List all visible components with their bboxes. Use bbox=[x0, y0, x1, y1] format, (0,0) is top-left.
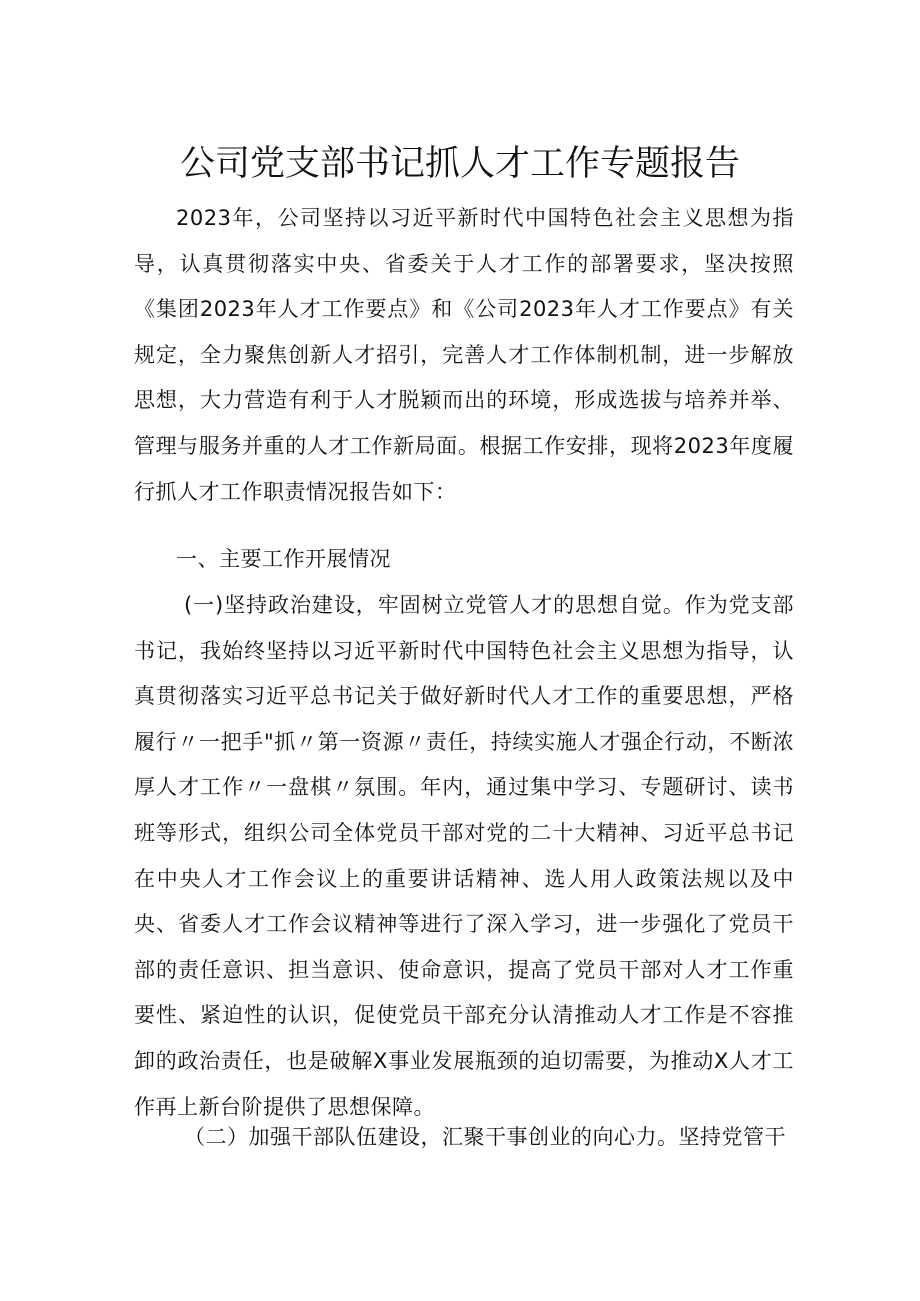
intro-paragraph: 2023年，公司坚持以习近平新时代中国特色社会主义思想为指导，认真贯彻落实中央、省委关于人才工作的部署要求，坚决按照《集团2023年人才工作要点》和《公司2023年人才工作要点》有关规定，全力聚焦创新人才招引，完善人才工作体制机制，进一步解放思想，大力营造有利于人才脱颖而出的环境，形成选拔与培养并举、管理与服务并重的人才工作新局面。根据工作安排，现将2023年度履行抓人才工作职责情况报告如下： bbox=[134, 206, 794, 504]
document-title: 公司党支部书记抓人才工作专题报告 bbox=[179, 144, 740, 184]
section-heading: 一、主要工作开展情况 bbox=[176, 547, 391, 571]
cadre-team-paragraph: （二）加强干部队伍建设，汇聚干事创业的向心力。坚持党管干 bbox=[184, 1125, 786, 1149]
political-construction-paragraph: (一)坚持政治建设，牢固树立党管人才的思想自觉。作为党支部书记，我始终坚持以习近平新时代中国特色社会主义思想为指导，认真贯彻落实习近平总书记关于做好新时代人才工作的重要思想，严格履行〃一把手"抓〃第一资源〃责任，持续实施人才强企行动，不断浓厚人才工作〃一盘棋〃氛围。年内，通过集中学习、专题研讨、读书班等形式，组织公司全体党员干部对党的二十大精神、习近平总书记在中央人才工作会议上的重要讲话精神、选人用人政策法规以及中央、省委人才工作会议精神等进行了深入学习，进一步强化了党员干部的责任意识、担当意识、使命意识，提高了党员干部对人才工作重要性、紧迫性的认识，促使党员干部充分认清推动人才工作是不容推卸的政治责任，也是破解X事业发展瓶颈的迫切需要，为推动X人才工作再上新台阶提供了思想保障。 bbox=[134, 593, 794, 1119]
